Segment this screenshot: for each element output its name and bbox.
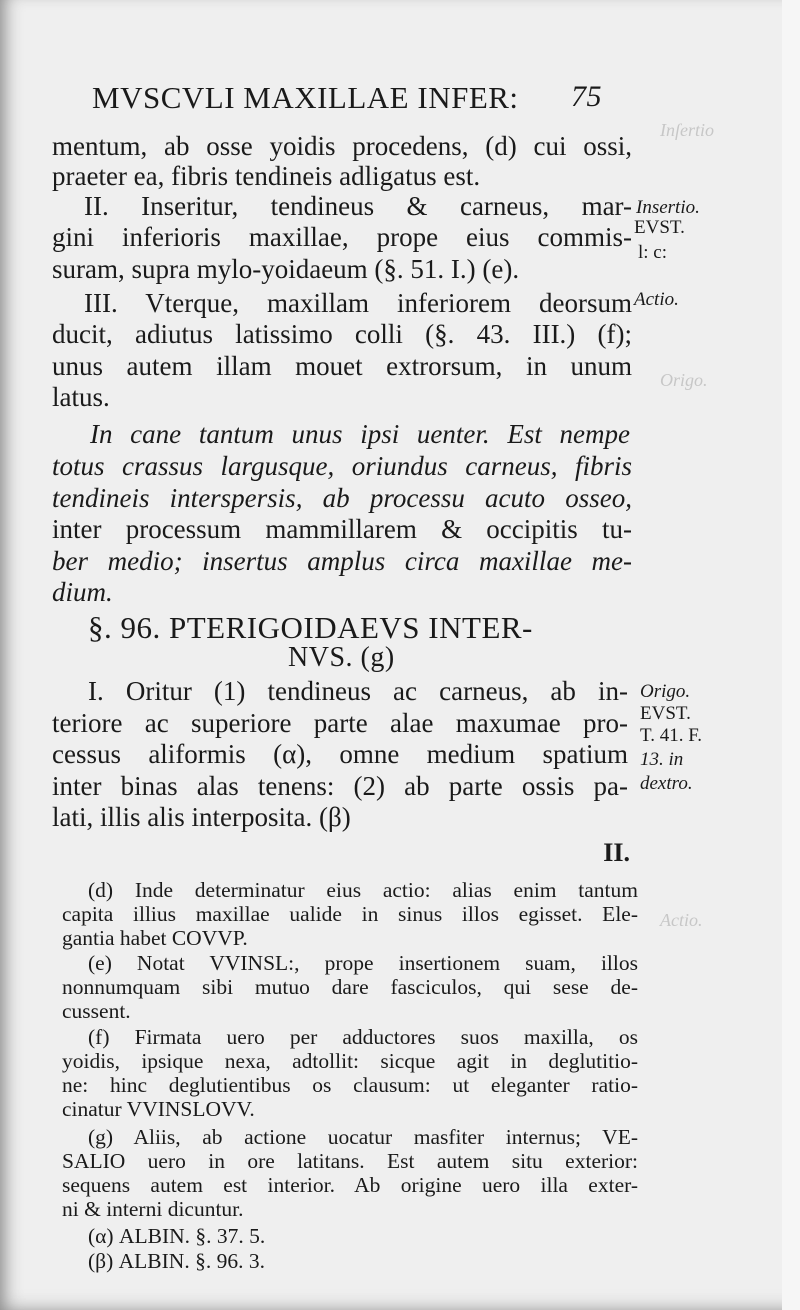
text-line: gini inferioris maxillae, prope eius commis- (52, 222, 632, 252)
bleed-through-mark: Actio. (660, 910, 703, 930)
text-line: inter processum mammillarem & occipitis tu- (52, 514, 632, 544)
text-line: mentum, ab osse yoidis procedens, (d) cui ossi, (52, 131, 632, 161)
bleed-through-mark: Origo. (660, 370, 708, 390)
text-line: latus. (52, 382, 110, 412)
footnote-line: gantia habet COVVP. (62, 926, 248, 950)
page-number: 75 (571, 80, 602, 113)
footnote-line: (g) Aliis, ab actione uocatur masfiter internus; VE- (88, 1125, 638, 1149)
text-line: unus autem illam mouet extrorsum, in unum (52, 351, 632, 381)
footnote-line: cussent. (62, 999, 131, 1023)
text-line: teriore ac superiore parte alae maxumae pro- (52, 708, 628, 738)
footnote-line: (d) Inde determinatur eius actio: alias enim tantum (88, 878, 638, 902)
running-header (92, 74, 602, 114)
text-line: cessus aliformis (α), omne medium spatium (52, 739, 628, 769)
margin-note-ref: 13. in (640, 749, 684, 770)
margin-note-ref: dextro. (640, 773, 693, 794)
text-line: inter binas alas tenens: (2) ab parte ossis pa- (52, 771, 628, 801)
header-title: MVSCVLI MAXILLAE INFER: (92, 80, 519, 115)
section-heading: §. 96. PTERIGOIDAEVS INTER- (88, 610, 533, 645)
footnote-line: capita illius maxillae ualide in sinus illos egisset. Ele- (62, 902, 638, 926)
text-line: suram, supra mylo-yoidaeum (§. 51. I.) (e). (52, 254, 520, 284)
page-edge (782, 0, 800, 1310)
bleed-through-mark: Inſertio (660, 120, 714, 140)
catchword: II. (603, 838, 630, 867)
margin-note-origo: Origo. (640, 681, 691, 702)
reference-line: (α) ALBIN. §. 37. 5. (88, 1224, 266, 1248)
footnote-line: (e) Notat VVINSL:, prope insertionem suam, illos (88, 951, 638, 975)
text-line: dium. (52, 577, 113, 607)
footnote-line: ne: hinc deglutientibus os clausum: ut eleganter ratio- (62, 1073, 638, 1097)
margin-note-ref: T. 41. F. (640, 725, 702, 746)
text-line: II. Inseritur, tendineus & carneus, mar- (84, 191, 632, 221)
margin-note-ref: EVST. (640, 703, 691, 724)
text-line: lati, illis alis interposita. (β) (52, 802, 351, 832)
footnote-line: ni & interni dicuntur. (62, 1197, 244, 1221)
margin-note-ref: l: c: (638, 242, 668, 263)
margin-note-actio: Actio. (634, 289, 679, 310)
margin-note-insertio: Insertio. (636, 197, 700, 218)
text-line: praeter ea, fibris tendineis adligatus est. (52, 161, 481, 191)
footnote-line: nonnumquam sibi mutuo dare fasciculos, qui sese de- (62, 975, 638, 999)
footnote-line: sequens autem est interior. Ab origine uero illa exter- (62, 1173, 638, 1197)
text-line: totus crassus largusque, oriundus carneus, fibris (52, 451, 632, 481)
text-line: tendineis interspersis, ab processu acuto osseo, (52, 483, 632, 513)
footnote-line: cinatur VVINSLOVV. (62, 1097, 255, 1121)
footnote-line: (f) Firmata uero per adductores suos maxilla, os (88, 1025, 638, 1049)
footnote-line: SALIO uero in ore latitans. Est autem situ exterior: (62, 1149, 638, 1173)
text-line: I. Oritur (1) tendineus ac carneus, ab in- (88, 676, 628, 706)
text-line: ber medio; insertus amplus circa maxillae me- (52, 546, 632, 576)
footnote-line: yoidis, ipsique nexa, adtollit: sicque agit in deglutitio- (62, 1049, 638, 1073)
margin-note-ref: EVST. (634, 217, 685, 238)
text-line: ducit, adiutus latissimo colli (§. 43. III.) (f); (52, 319, 632, 349)
text-line: In cane tantum unus ipsi uenter. Est nempe (90, 419, 630, 449)
section-heading-cont: NVS. (g) (288, 642, 395, 673)
text-line: III. Vterque, maxillam inferiorem deorsum (84, 288, 632, 318)
reference-line: (β) ALBIN. §. 96. 3. (88, 1249, 265, 1273)
